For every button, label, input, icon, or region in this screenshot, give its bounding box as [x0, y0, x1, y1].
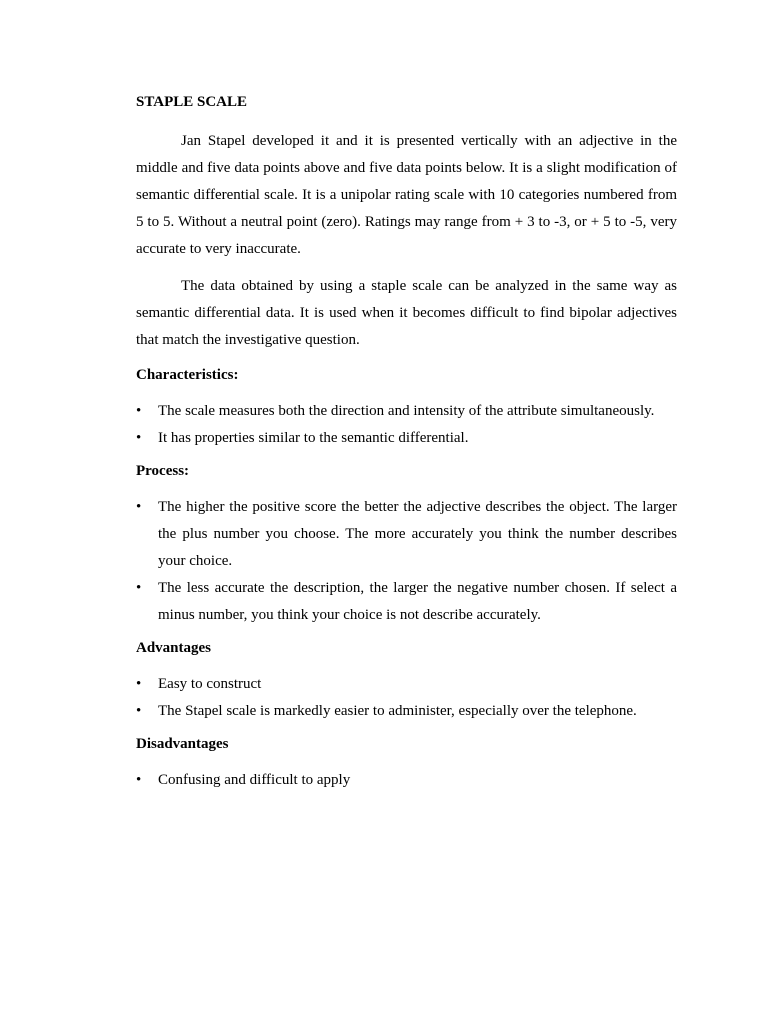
bullet-icon: •: [136, 676, 142, 692]
paragraph-intro: Jan Stapel developed it and it is presented vertically with an adjective in the middle and five data points above and five data points below. It is a slight modification of semantic differential scale. It is a unipolar rating scale with 10 categories numbered from 5 to 5. Without a neutral point (zero). Ratings may range from + 3 to -3, or + 5 to -5, very accurate to very inaccurate.: [136, 133, 677, 257]
list-item: [136, 425, 677, 452]
list-item: [136, 698, 677, 725]
characteristics-heading: Characteristics:: [136, 367, 239, 383]
list-item-text: The higher the positive score the better the adjective describes the object. The larger the plus number you choose. The more accurately you think the number describes your choice.: [158, 499, 677, 569]
list-item-text: The Stapel scale is markedly easier to administer, especially over the telephone.: [158, 703, 637, 719]
list-item-text: Confusing and difficult to apply: [158, 772, 351, 788]
list-item-text: Easy to construct: [158, 676, 262, 692]
document-title: STAPLE SCALE: [136, 94, 248, 110]
paragraph-analysis: The data obtained by using a staple scale can be analyzed in the same way as semantic differential data. It is used when it becomes difficult to find bipolar adjectives that match the investigative question.: [136, 278, 677, 348]
disadvantages-list: [136, 767, 677, 794]
characteristics-list: [136, 398, 677, 452]
bullet-icon: •: [136, 403, 142, 419]
document-page: [136, 91, 677, 802]
disadvantages-heading: Disadvantages: [136, 736, 229, 752]
bullet-icon: •: [136, 430, 142, 446]
list-item: [136, 398, 677, 425]
advantages-list: [136, 671, 677, 725]
list-item-text: The scale measures both the direction and intensity of the attribute simultaneously.: [158, 403, 655, 419]
process-heading: Process:: [136, 463, 190, 479]
advantages-heading: Advantages: [136, 640, 212, 656]
list-item-text: It has properties similar to the semantic differential.: [158, 430, 469, 446]
bullet-icon: •: [136, 772, 142, 788]
bullet-icon: •: [136, 499, 142, 515]
list-item-text: The less accurate the description, the larger the negative number chosen. If select a minus number, you think your choice is not describe accurately.: [158, 580, 677, 623]
list-item: [136, 494, 677, 575]
list-item: [136, 767, 677, 794]
list-item: [136, 575, 677, 629]
bullet-icon: •: [136, 580, 142, 596]
list-item: [136, 671, 677, 698]
bullet-icon: •: [136, 703, 142, 719]
process-list: [136, 494, 677, 629]
